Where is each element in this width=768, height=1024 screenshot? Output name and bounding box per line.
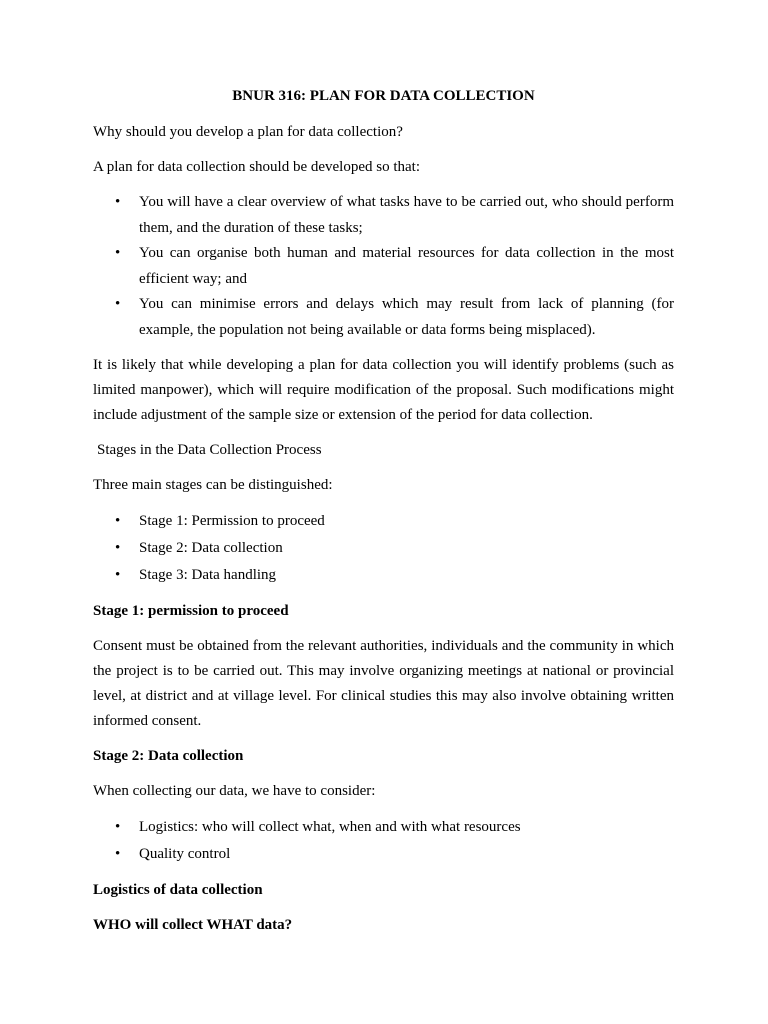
stage2-heading: Stage 2: Data collection [93, 748, 244, 764]
problems-paragraph: It is likely that while developing a plan for data collection you will identify problems (such as limited manpower), which will require modification of the proposal. Such modifications might include adjustment of the sample size or extension of the period for data collection. [93, 357, 674, 423]
list-item-text: Stage 2: Data collection [139, 540, 283, 556]
reasons-list [93, 190, 674, 343]
intro-text: A plan for data collection should be developed so that: [93, 159, 420, 175]
list-item [93, 190, 674, 241]
bullet-icon: • [115, 567, 121, 583]
bullet-icon: • [115, 245, 121, 261]
list-item [93, 508, 674, 535]
who-heading: WHO will collect WHAT data? [93, 917, 293, 933]
list-item [93, 814, 674, 841]
stage1-heading: Stage 1: permission to proceed [93, 603, 289, 619]
list-item-text: Stage 3: Data handling [139, 567, 277, 583]
bullet-icon: • [115, 846, 121, 862]
bullet-icon: • [115, 540, 121, 556]
stages-heading: Stages in the Data Collection Process [97, 442, 322, 458]
list-item [93, 535, 674, 562]
list-item-text: You can organise both human and material resources for data collection in the most efficient way; and [139, 245, 674, 287]
list-item-text: You can minimise errors and delays which may result from lack of planning (for example, the population not being available or data forms being misplaced). [139, 296, 674, 338]
list-item [93, 841, 674, 868]
stage2-intro: When collecting our data, we have to consider: [93, 783, 376, 799]
document-title: BNUR 316: PLAN FOR DATA COLLECTION [232, 88, 535, 104]
list-item-text: Stage 1: Permission to proceed [139, 513, 325, 529]
bullet-icon: • [115, 296, 121, 312]
list-item-text: Quality control [139, 846, 231, 862]
list-item [93, 241, 674, 292]
bullet-icon: • [115, 819, 121, 835]
question-text: Why should you develop a plan for data collection? [93, 124, 403, 140]
stage2-list [93, 814, 674, 868]
logistics-heading: Logistics of data collection [93, 882, 263, 898]
stages-intro: Three main stages can be distinguished: [93, 477, 333, 493]
list-item [93, 562, 674, 589]
stage1-paragraph: Consent must be obtained from the relevant authorities, individuals and the community in which the project is to be carried out. This may involve organizing meetings at national or provincial level, at district and at village level. For clinical studies this may also involve obtaining written informed consent. [93, 638, 674, 729]
bullet-icon: • [115, 194, 121, 210]
bullet-icon: • [115, 513, 121, 529]
list-item-text: You will have a clear overview of what tasks have to be carried out, who should perform them, and the duration of these tasks; [139, 194, 674, 236]
stages-list [93, 508, 674, 589]
list-item [93, 292, 674, 343]
list-item-text: Logistics: who will collect what, when and with what resources [139, 819, 521, 835]
